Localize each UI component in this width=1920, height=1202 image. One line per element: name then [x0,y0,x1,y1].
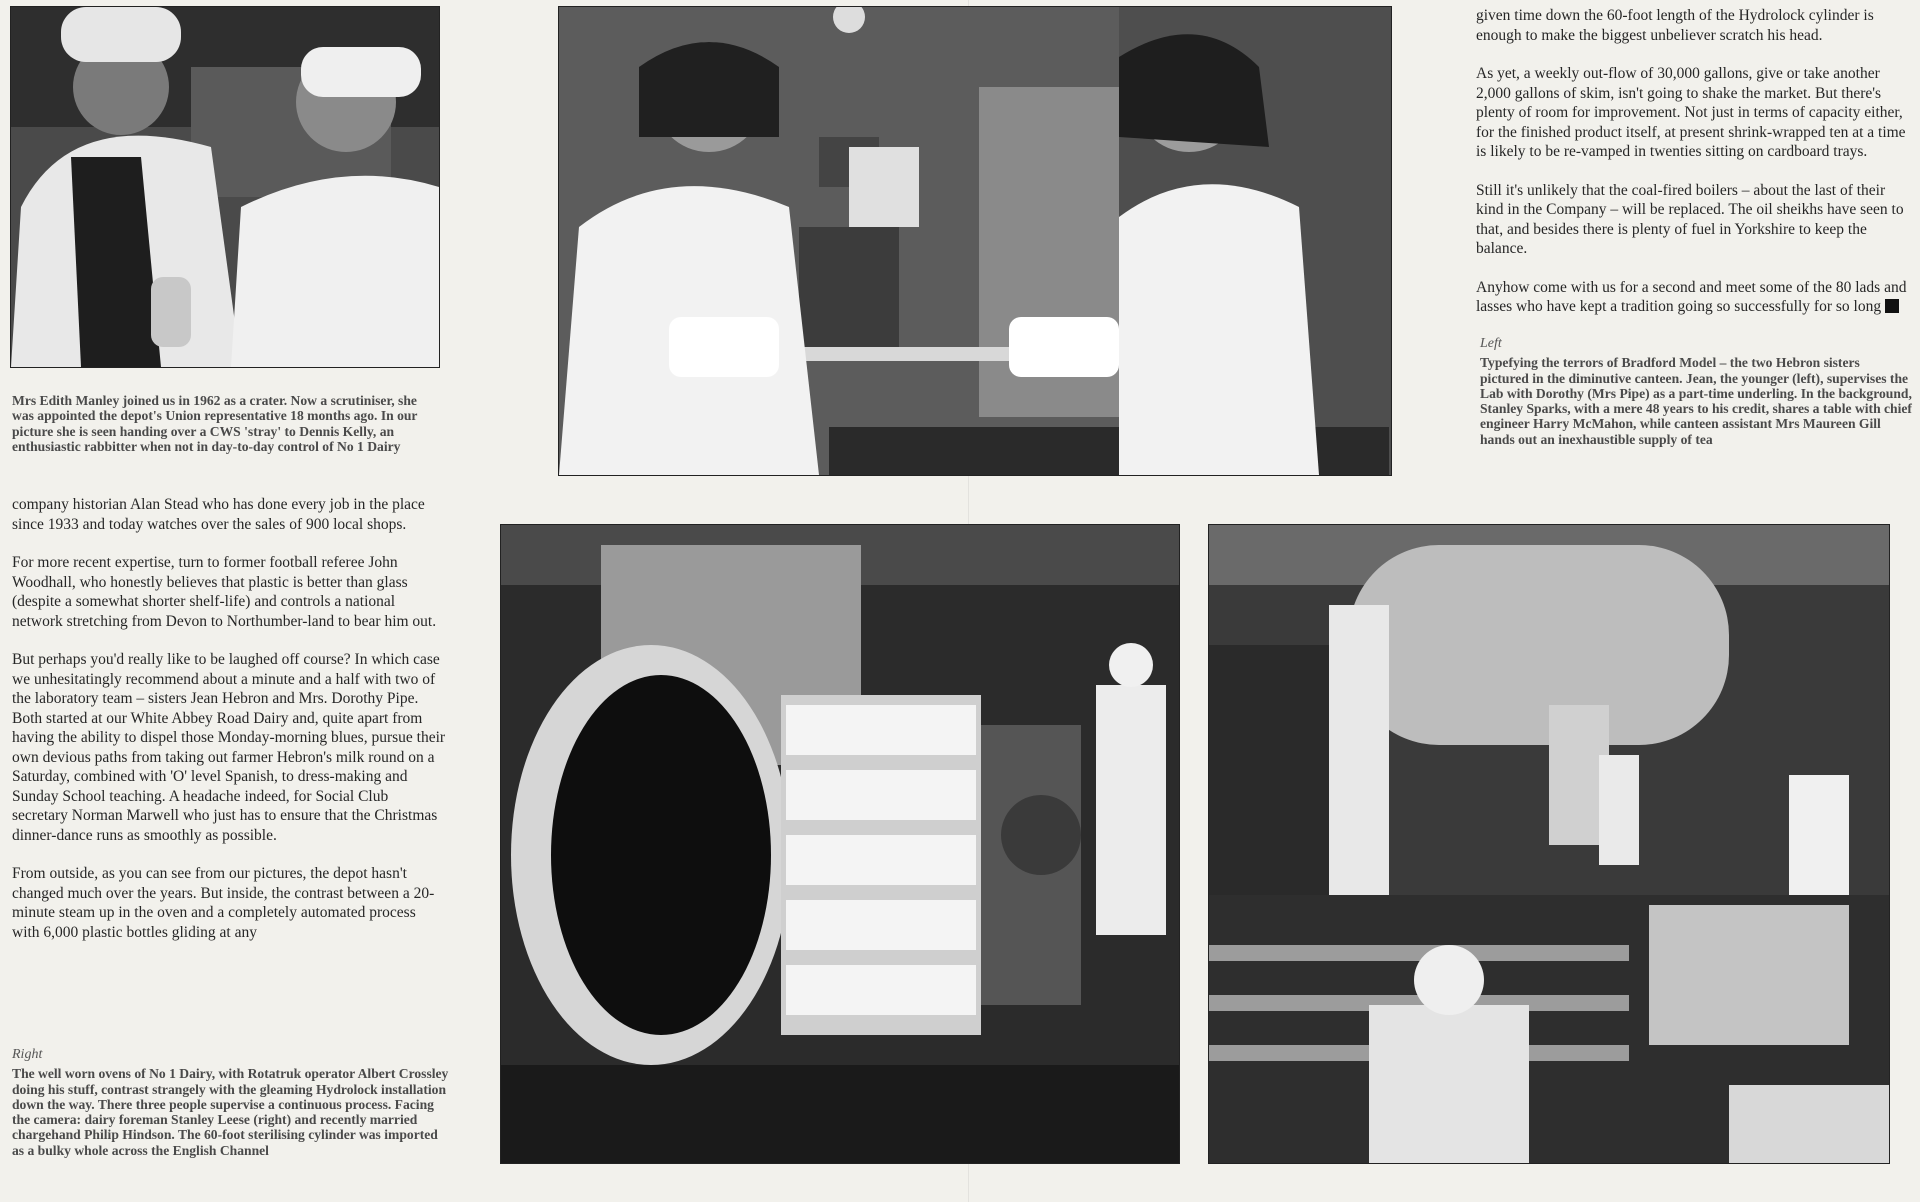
left-paragraph-3: But perhaps you'd really like to be laughed off course? In which case we unhesitatingly recommend about a minute and a half with two of the laboratory team – sisters Jean Hebron and Mrs. Dorothy Pipe. Both started at our White Abbey Road Dairy and, quite apart from having the ability to dispel those Monday-morning blues, pursue their own devious paths from taking out farmer Hebron's milk round on a Saturday, combined with 'O' level Spanish, to dress-making and Sunday School teaching. A headache indeed, for Social Club secretary Norman Marwell who just has to ensure that the Christmas dinner-dance runs as smoothly as possible. [12,651,446,844]
caption-left [1480,336,1912,447]
left-paragraph-1: company historian Alan Stead who has done every job in the place since 1933 and today watches over the sales of 900 local shops. [12,496,425,533]
photo-dairy-ovens [500,524,1180,1164]
caption-right-text: The well worn ovens of No 1 Dairy, with Rotatruk operator Albert Crossley doing his stuff, contrast strangely with the gleaming Hydrolock installation down the way. There three people supervise a continuous process. Facing the camera: dairy foreman Stanley Leese (right) and recently married chargehand Philip Hindson. The 60-foot sterilising cylinder was imported as a bulky whole across the English Channel [12,1066,449,1158]
right-paragraph-2: As yet, a weekly out-flow of 30,000 gallons, give or take another 2,000 gallons of skim, isn't going to shake the market. But there's plenty of room for improvement. Not just in terms of capacity either, for the finished product itself, at present shrink-wrapped ten at a time is likely to be re-vamped in twenties sitting on cardboard trays. [1476,65,1906,160]
left-paragraph-4: From outside, as you can see from our pictures, the depot hasn't changed much over the years. But inside, the contrast between a 20-minute steam up in the oven and a completely automated process with 6,000 plastic bottles gliding at any [12,865,435,941]
left-paragraph-2: For more recent expertise, turn to former football referee John Woodhall, who honestly believes that plastic is better than glass (despite a somewhat shorter shelf-life) and controls a national network stretching from Devon to Northumber-land to bear him out. [12,554,437,630]
caption-left-label: Left [1480,336,1502,351]
right-paragraph-3: Still it's unlikely that the coal-fired boilers – about the last of their kind in the Company – will be replaced. The oil sheikhs have seen to that, and besides there is plenty of fuel in Yorkshire to keep the balance. [1476,181,1904,257]
right-paragraph-4-text: Anyhow come with us for a second and meet some of the 80 lads and lasses who have kept a tradition going so successfully for so long [1476,278,1907,315]
right-paragraph-1: given time down the 60-foot length of the Hydrolock cylinder is enough to make the biggest unbeliever scratch his head. [1476,7,1874,44]
photo-edith-manley [10,6,440,368]
left-article-column [12,495,447,961]
end-of-article-mark [1885,299,1899,313]
right-paragraph-4 [1476,278,1908,317]
caption-edith-manley: Mrs Edith Manley joined us in 1962 as a crater. Now a scrutiniser, she was appointed the depot's Union representative 18 months ago. In our picture she is seen handing over a CWS 'stray' to Dennis Kelly, an enthusiastic rabbitter when not in day-to-day control of No 1 Dairy [12,393,418,454]
caption-right-label: Right [12,1047,43,1062]
photo-hydrolock [1208,524,1890,1164]
right-article-column [1476,6,1908,336]
photo-hebron-sisters [558,6,1392,476]
caption-left-text: Typefying the terrors of Bradford Model – the two Hebron sisters pictured in the diminutive canteen. Jean, the younger (left), supervises the Lab with Dorothy (Mrs Pipe) as a part-time underling. In the background, Stanley Sparks, with a mere 48 years to his credit, shares a table with chief engineer Harry McMahon, while canteen assistant Mrs Maureen Gill hands out an inexhaustible supply of tea [1480,355,1912,447]
caption-right [12,1047,452,1158]
